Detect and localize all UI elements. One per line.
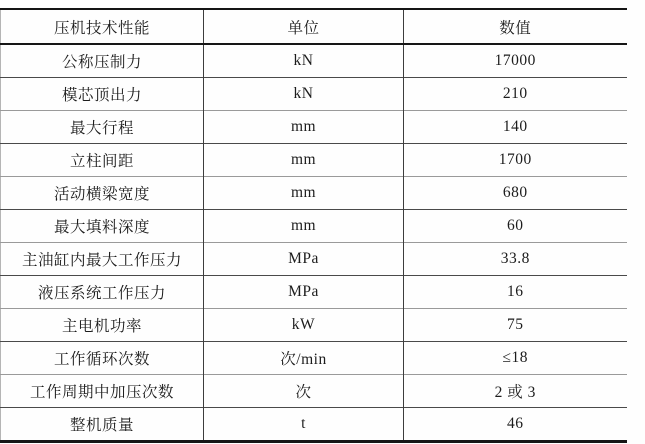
column-header-unit: 单位 xyxy=(204,9,404,44)
spec-name-cell: 液压系统工作压力 xyxy=(1,276,204,309)
spec-name-cell: 公称压制力 xyxy=(61,54,142,71)
table-body xyxy=(1,44,627,442)
unit-cell: mm xyxy=(204,111,404,144)
spec-name-cell: 模芯顶出力 xyxy=(1,78,204,111)
value-cell: 46 xyxy=(404,408,627,442)
table-row xyxy=(1,276,627,309)
unit-cell: mm xyxy=(204,210,404,243)
press-spec-table xyxy=(0,8,627,443)
value-cell: 2 或 3 xyxy=(404,375,627,408)
unit-cell: mm xyxy=(204,144,404,177)
spec-name-cell: 主电机功率 xyxy=(1,309,204,342)
unit-cell: mm xyxy=(204,177,404,210)
spec-name-cell: 最大行程 xyxy=(1,111,204,144)
value-cell: 140 xyxy=(404,111,627,144)
table-row xyxy=(1,111,627,144)
column-header-value: 数值 xyxy=(404,9,627,44)
table-header-row xyxy=(1,9,627,44)
value-cell: 680 xyxy=(404,177,627,210)
unit-cell: kN xyxy=(204,44,404,78)
unit-cell: MPa xyxy=(204,243,404,276)
spec-name-cell: 工作循环次数 xyxy=(1,342,204,375)
value-cell: 210 xyxy=(404,78,627,111)
spec-name-cell: 工作周期中加压次数 xyxy=(1,375,204,408)
unit-cell: kW xyxy=(204,309,404,342)
unit-cell: MPa xyxy=(204,276,404,309)
unit-cell: kN xyxy=(204,78,404,111)
value-cell: 60 xyxy=(404,210,627,243)
value-cell: 16 xyxy=(404,276,627,309)
table-row xyxy=(1,408,627,442)
table-row xyxy=(1,309,627,342)
spec-name-cell: 最大填料深度 xyxy=(1,210,204,243)
spec-name-cell: 立柱间距 xyxy=(1,144,204,177)
unit-cell: t xyxy=(204,408,404,442)
table-row xyxy=(1,144,627,177)
spec-name-cell: 主油缸内最大工作压力 xyxy=(1,243,204,276)
column-header-performance: 压机技术性能 xyxy=(1,9,204,44)
unit-cell: 次/min xyxy=(204,342,404,375)
unit-cell: 次 xyxy=(204,375,404,408)
spec-name-cell: 整机质量 xyxy=(1,408,204,442)
table-row xyxy=(1,78,627,111)
value-cell: ≤18 xyxy=(404,342,627,375)
table-row xyxy=(1,243,627,276)
table-row xyxy=(1,375,627,408)
spec-name-cell: 活动横梁宽度 xyxy=(1,177,204,210)
table-row xyxy=(1,177,627,210)
table-row xyxy=(1,210,627,243)
value-cell: 75 xyxy=(404,309,627,342)
table-row xyxy=(1,342,627,375)
value-cell: 33.8 xyxy=(404,243,627,276)
table-row xyxy=(1,44,627,78)
value-cell: 17000 xyxy=(404,44,627,78)
value-cell: 1700 xyxy=(404,144,627,177)
